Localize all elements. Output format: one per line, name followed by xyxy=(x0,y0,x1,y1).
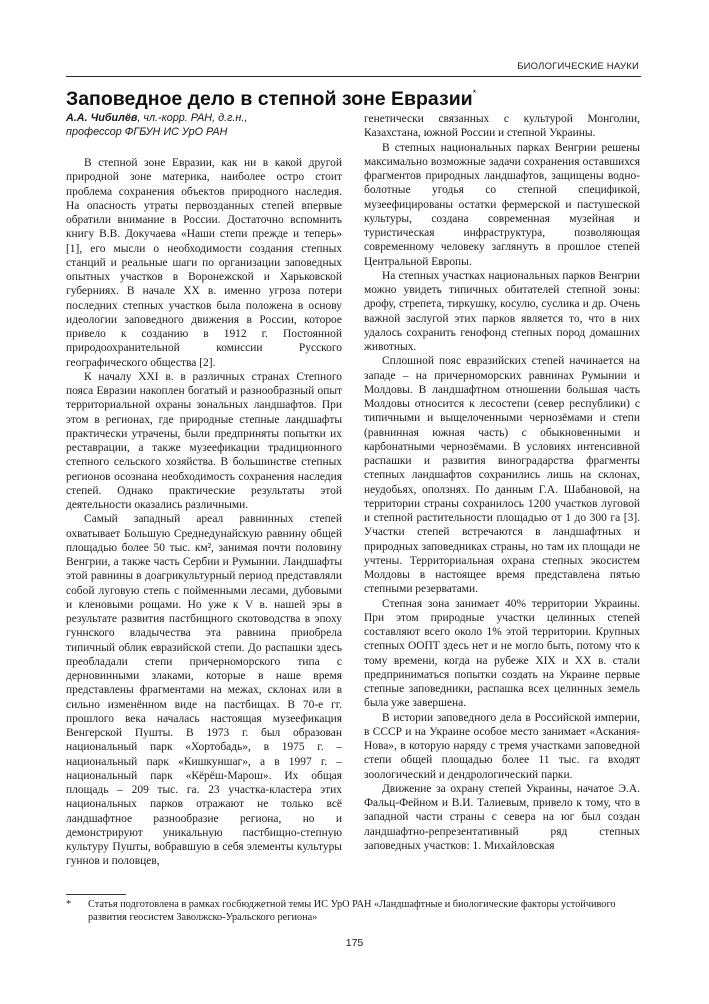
section-label: БИОЛОГИЧЕСКИЕ НАУКИ xyxy=(517,61,639,72)
title-footnote-mark: * xyxy=(472,87,477,98)
paragraph: Степная зона занимает 40% территории Украины. При этом природные участки целинных степей составляют всего около 1% этой территории. Крупных степных ООПТ здесь нет и не могло быть, потому что к тому времени, когда на рубеже XIX и XX в. стали предприниматься попытки создать на Украине первые степные заповедники, распашка всех целинных земель была уже завершена. xyxy=(364,597,640,710)
paragraph: К началу XXI в. в различных странах Степного пояса Евразии накоплен богатый и разнообразный опыт территориальной охраны зональных ландшафтов. При этом в регионах, где природные степные ландшафты практически утрачены, были предприняты попытки их реставрации, а также музеефикации традиционного степного сельского хозяйства. В большинстве степных регионов осознана необходимость сохранения наследия степей. Однако практические результаты этой деятельности оказались различными. xyxy=(66,370,342,511)
article-title xyxy=(66,88,476,111)
title-text: Заповедное дело в степной зоне Евразии xyxy=(66,88,473,110)
footnote-mark: * xyxy=(66,899,72,910)
footnote xyxy=(66,899,641,924)
paragraph: генетически связанных с культурой Монголии, Казахстана, южной России и степной Украины. xyxy=(364,113,640,140)
paragraph: Сплошной пояс евразийских степей начинается на западе – на причерноморских равнинах Румынии и Молдовы. В ландшафтном отношении большая часть Молдовы относится к лесостепи (север республики) с типичными и выщелоченными чернозёмами и степи (равнинная южная часть) с обыкновенными и карбонатными чернозёмами. В условиях интенсивной распашки и развития виноградарства фрагменты степных ландшафтов сохранились лишь на склонах, неудобьях, оползнях. По данным Г.А. Шабановой, на территории страны сохранилось 1200 участков луговой и степной растительности площадью от 1 до 300 га [3]. Участки степей встречаются в ландшафтных и природных заповедниках страны, но там их площади не учтены. Территориальная охрана степных экосистем Молдовы в настоящее время представлена пятью степными резерватами. xyxy=(364,355,640,596)
author-block xyxy=(66,112,342,139)
paragraph: В степных национальных парках Венгрии решены максимально возможные задачи сохранения оставшихся фрагментов природных ландшафтов, защищены водно-болотные угодья со степной спецификой, музеефицированы остатки фермерской и пастушеской культуры, создана современная музейная и туристическая инфраструктура, позволяющая современному человеку заглянуть в прошлое степей Центральной Европы. xyxy=(364,141,640,268)
footnote-text: Статья подготовлена в рамках госбюджетной темы ИС УрО РАН «Ландшафтные и биологические факторы устойчивого развития геосистем Заволжско-Уральского региона» xyxy=(88,899,616,923)
paragraph: В истории заповедного дела в Российской империи, в СССР и на Украине особое место занимает «Аскания-Нова», в которую наряду с тремя участками заповедной степи общей площадью более 11 тыс. га входят зоологический и дендрологический парки. xyxy=(364,711,640,781)
paragraph: Движение за охрану степей Украины, начатое Э.А. Фальц-Фейном и В.И. Талиевым, привело к тому, что в западной части страны с севера на юг был создан ландшафтно-репрезентативный ряд степных заповедных участков: 1. Михайловская xyxy=(364,782,640,852)
header-rule xyxy=(66,76,641,77)
author-name: А.А. Чибилёв xyxy=(66,112,138,124)
right-column xyxy=(364,112,640,853)
paragraph: На степных участках национальных парков Венгрии можно увидеть типичных обитателей степной зоны: дрофу, стрепета, тиркушку, косулю, суслика и др. Очень важной заслугой этих парков является то, что в них удалось сохранить генофонд степных пород домашних животных. xyxy=(364,269,640,353)
paragraph: В степной зоне Евразии, как ни в какой другой природной зоне материка, наиболее остро стоит проблема сохранения объектов природного наследия. На опасность утраты первозданных степей впервые обратили внимание в России. Достаточно вспомнить книгу В.В. Докучаева «Наши степи прежде и теперь» [1], его мысли о необходимости создания степных станций и реальные шаги по организации заповедных опытных участков в Воронежской и Харьковской губерниях. В начале XX в. именно угроза потери последних степных участков была положена в основу идеологии заповедного движения в России, которое привело к созданию в 1912 г. Постоянной природоохранительной комиссии Русского географического общества [2]. xyxy=(66,157,342,369)
author-title-2: профессор ФГБУН ИС УрО РАН xyxy=(66,125,228,138)
paragraph: Самый западный ареал равнинных степей охватывает Большую Среднедунайскую равнину общей площадью более 50 тыс. км², занимая почти половину Венгрии, а также часть Сербии и Румынии. Ландшафты этой равнины в доагрикультурный период представляли собой луговую степь с пойменными лесами, дубовыми и кленовыми рощами. Но уже к V в. нашей эры в результате развития пастбищного скотоводства в эпоху гуннского владычества эта равнина приобрела типичный облик евразийской степи. До распашки здесь преобладали степи причерноморского типа с дерновинными злаками, которые в наше время представлены фрагментами на межах, склонах или в сильно изменённом виде на пастбищах. В 70-е гг. прошлого века началась настоящая музеефикация Венгерской Пушты. В 1973 г. был образован национальный парк «Хортобадь», в 1975 г. – национальный парк «Кишкуншаг», а в 1997 г. – национальный парк «Кёрёш-Марош». Их общая площадь – 209 тыс. га. 23 участка-кластера этих национальных парков отражают не только всё ландшафтное разнообразие региона, но и демонстрируют уникальную пастбищно-степную культуру Пушты, вобравшую в себя элементы культуры гуннов и половцев, xyxy=(66,513,342,868)
footnote-rule xyxy=(66,894,126,895)
left-column xyxy=(66,112,342,869)
page-number: 175 xyxy=(345,937,364,949)
author-title-1: , чл.-корр. РАН, д.г.н., xyxy=(137,112,248,124)
